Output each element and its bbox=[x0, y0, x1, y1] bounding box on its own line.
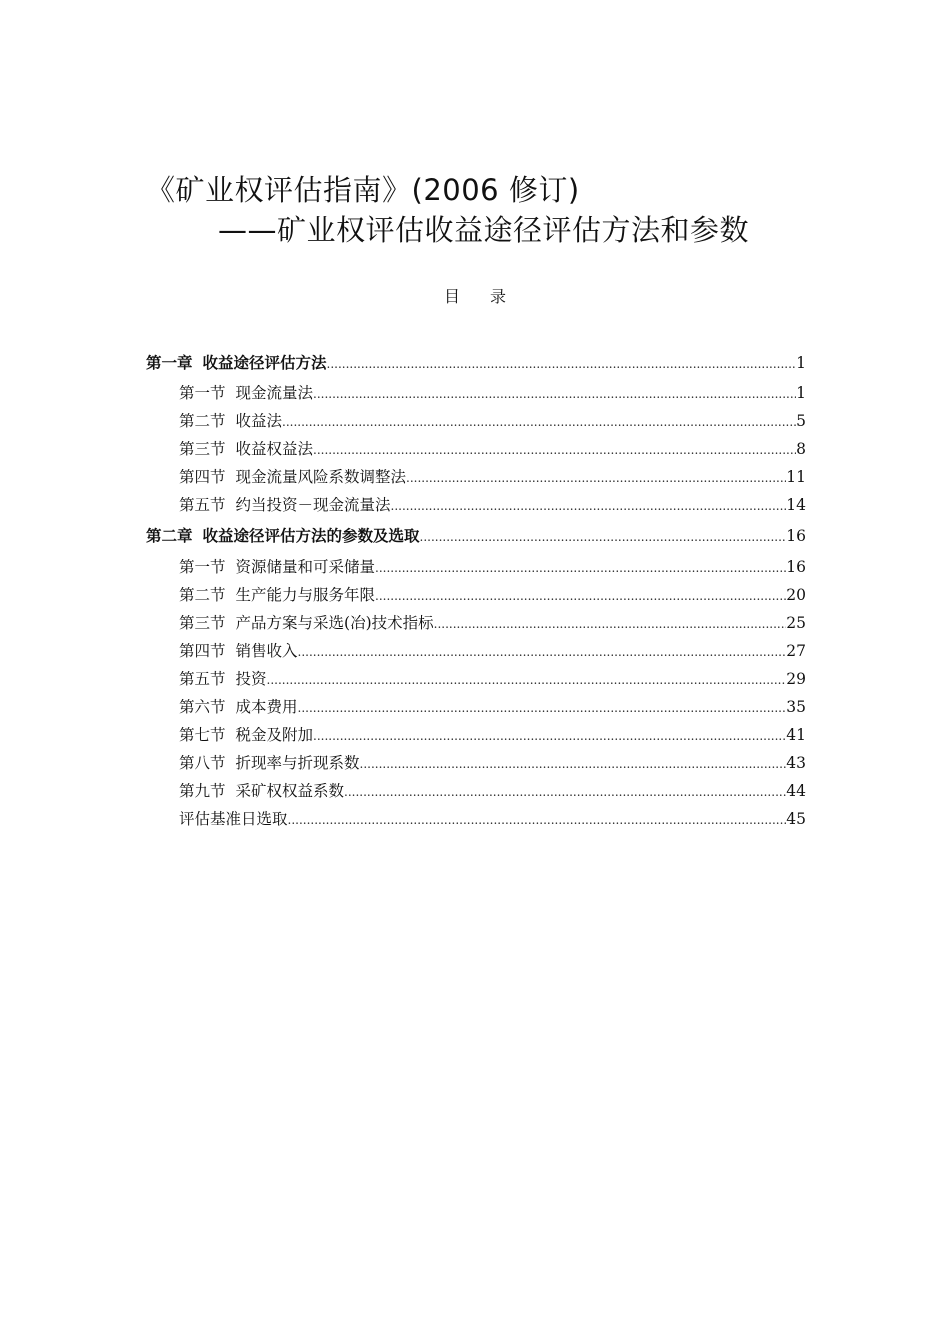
dot-leader bbox=[267, 666, 787, 693]
toc-section-entry[interactable] bbox=[179, 778, 806, 804]
toc-page-number: 1 bbox=[796, 354, 806, 372]
toc-page-number: 11 bbox=[786, 468, 806, 486]
title-line-1: 《矿业权评估指南》(2006 修订) bbox=[146, 173, 580, 207]
toc-section-entry[interactable] bbox=[179, 408, 806, 434]
toc-entry-title: 现金流量法 bbox=[235, 384, 314, 402]
toc-page-number: 45 bbox=[786, 810, 806, 828]
toc-page-number: 43 bbox=[786, 754, 806, 772]
toc-section-entry[interactable] bbox=[179, 806, 806, 832]
toc-entry-title: 评估基准日选取 bbox=[179, 810, 288, 828]
toc-chapter-entry[interactable] bbox=[146, 350, 806, 376]
toc-page-number: 8 bbox=[796, 440, 806, 458]
title-line-2: ——矿业权评估收益途径评估方法和参数 bbox=[218, 213, 750, 247]
toc-page-number: 16 bbox=[786, 527, 806, 545]
toc-entry-label bbox=[179, 408, 282, 434]
dot-leader bbox=[313, 436, 796, 463]
toc-chapter-entry[interactable] bbox=[146, 523, 806, 549]
toc-entry-title: 收益途径评估方法 bbox=[202, 353, 327, 372]
dot-leader bbox=[375, 554, 786, 581]
toc-section-entry[interactable] bbox=[179, 750, 806, 776]
toc-entry-label bbox=[179, 694, 298, 720]
toc-entry-label bbox=[179, 806, 288, 832]
toc-entry-label bbox=[179, 638, 298, 664]
toc-page-number: 27 bbox=[786, 642, 806, 660]
toc-entry-label bbox=[179, 750, 360, 776]
toc-section-entry[interactable] bbox=[179, 464, 806, 490]
toc-entry-title: 投资 bbox=[235, 670, 267, 688]
toc-entry-title: 税金及附加 bbox=[235, 726, 314, 744]
toc-page-number: 20 bbox=[786, 586, 806, 604]
toc-section-entry[interactable] bbox=[179, 492, 806, 518]
dot-leader bbox=[406, 464, 786, 491]
toc-entry-number: 第一节 bbox=[179, 384, 226, 402]
toc-entry-title: 采矿权权益系数 bbox=[235, 782, 345, 800]
toc-entry-label bbox=[179, 610, 434, 636]
toc-entry-title: 生产能力与服务年限 bbox=[235, 586, 376, 604]
dot-leader bbox=[288, 806, 787, 833]
dot-leader bbox=[420, 523, 787, 550]
dot-leader bbox=[298, 694, 787, 721]
toc-entry-number: 第六节 bbox=[179, 698, 226, 716]
toc-section-entry[interactable] bbox=[179, 610, 806, 636]
toc-entry-number: 第八节 bbox=[179, 754, 226, 772]
toc-entry-number: 第一章 bbox=[146, 353, 193, 372]
toc-entry-number: 第四节 bbox=[179, 642, 226, 660]
toc-entry-number: 第七节 bbox=[179, 726, 226, 744]
toc-entry-title: 销售收入 bbox=[235, 642, 298, 660]
toc-entry-number: 第一节 bbox=[179, 558, 226, 576]
toc-entry-title: 收益权益法 bbox=[235, 440, 314, 458]
toc-section-entry[interactable] bbox=[179, 380, 806, 406]
toc-entry-number: 第二章 bbox=[146, 526, 193, 545]
toc-entry-number: 第三节 bbox=[179, 440, 226, 458]
toc-heading: 目录 bbox=[443, 287, 536, 306]
toc-entry-number: 第四节 bbox=[179, 468, 226, 486]
dot-leader bbox=[298, 638, 787, 665]
toc-entry-title: 产品方案与采选(冶)技术指标 bbox=[235, 614, 434, 632]
toc-entry-number: 第二节 bbox=[179, 586, 226, 604]
toc-page-number: 35 bbox=[786, 698, 806, 716]
dot-leader bbox=[360, 750, 787, 777]
toc-entry-label bbox=[179, 666, 267, 692]
toc-page-number: 41 bbox=[786, 726, 806, 744]
toc-entry-label bbox=[179, 582, 375, 608]
dot-leader bbox=[434, 610, 787, 637]
toc-entry-title: 现金流量风险系数调整法 bbox=[235, 468, 407, 486]
toc-entry-label bbox=[179, 436, 313, 462]
toc-entry-label bbox=[179, 464, 406, 490]
toc-entry-title: 成本费用 bbox=[235, 698, 298, 716]
toc-section-entry[interactable] bbox=[179, 638, 806, 664]
toc-page-number: 14 bbox=[786, 496, 806, 514]
toc-entry-label bbox=[179, 554, 375, 580]
toc-entry-label bbox=[179, 380, 313, 406]
toc-entry-title: 收益法 bbox=[235, 412, 283, 430]
toc-page-number: 25 bbox=[786, 614, 806, 632]
toc-page-number: 29 bbox=[786, 670, 806, 688]
dot-leader bbox=[313, 380, 796, 407]
toc-entry-title: 资源储量和可采储量 bbox=[235, 558, 376, 576]
toc-entry-label bbox=[146, 523, 420, 549]
toc-section-entry[interactable] bbox=[179, 582, 806, 608]
dot-leader bbox=[313, 722, 786, 749]
toc-entry-title: 收益途径评估方法的参数及选取 bbox=[202, 526, 420, 545]
toc-entry-title: 折现率与折现系数 bbox=[235, 754, 360, 772]
toc-section-entry[interactable] bbox=[179, 666, 806, 692]
toc-entry-number: 第三节 bbox=[179, 614, 226, 632]
toc-entry-number: 第二节 bbox=[179, 412, 226, 430]
toc-section-entry[interactable] bbox=[179, 694, 806, 720]
toc-entry-title: 约当投资－现金流量法 bbox=[235, 496, 391, 514]
toc-entry-number: 第九节 bbox=[179, 782, 226, 800]
toc-page-number: 5 bbox=[796, 412, 806, 430]
dot-leader bbox=[282, 408, 796, 435]
toc-section-entry[interactable] bbox=[179, 436, 806, 462]
toc-entry-label bbox=[179, 492, 391, 518]
toc-page-number: 44 bbox=[786, 782, 806, 800]
toc-section-entry[interactable] bbox=[179, 722, 806, 748]
toc-entry-label bbox=[146, 350, 327, 376]
toc-section-entry[interactable] bbox=[179, 554, 806, 580]
toc-entry-label bbox=[179, 778, 344, 804]
toc-page-number: 1 bbox=[796, 384, 806, 402]
toc-page-number: 16 bbox=[786, 558, 806, 576]
toc-entry-number: 第五节 bbox=[179, 496, 226, 514]
toc-entry-label bbox=[179, 722, 313, 748]
dot-leader bbox=[375, 582, 786, 609]
dot-leader bbox=[327, 350, 797, 377]
dot-leader bbox=[344, 778, 786, 805]
toc-entry-number: 第五节 bbox=[179, 670, 226, 688]
dot-leader bbox=[391, 492, 787, 519]
